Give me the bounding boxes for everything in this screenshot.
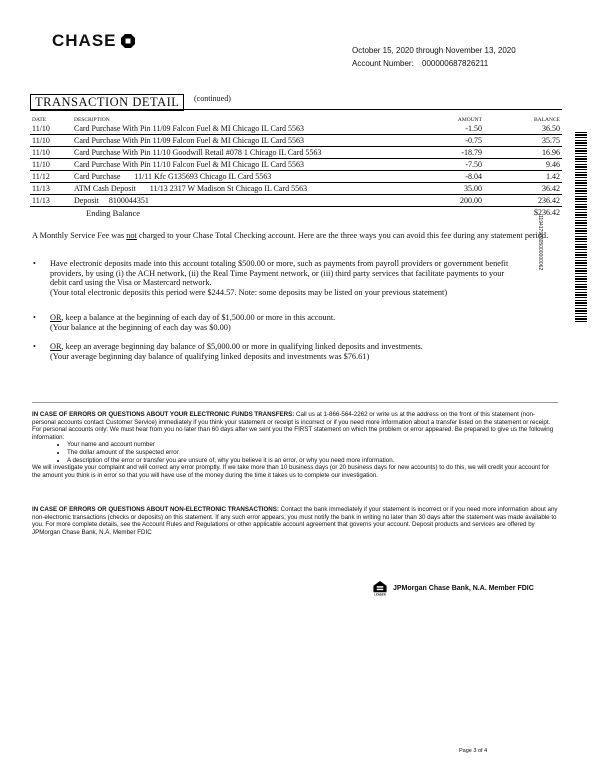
info-list bbox=[32, 441, 558, 464]
ending-balance-label: Ending Balance bbox=[72, 207, 410, 219]
row-amount: -8.04 bbox=[410, 171, 484, 183]
list-item: • A description of the error or transfer you are unsure of, why you believe it is an error, or why you need more information. bbox=[67, 457, 558, 465]
ending-balance-row bbox=[30, 207, 562, 219]
col-amount: AMOUNT bbox=[457, 116, 482, 123]
row-amount: -18.79 bbox=[410, 147, 484, 159]
row-amount: -0.75 bbox=[410, 135, 484, 147]
list-item: • The dollar amount of the suspected error bbox=[67, 449, 558, 457]
bullet-icon: • bbox=[33, 259, 36, 268]
fee-option-2 bbox=[50, 313, 520, 332]
non-electronic-errors-section bbox=[32, 506, 558, 536]
row-amount: 200.00 bbox=[410, 195, 484, 207]
chase-logo bbox=[52, 31, 135, 51]
row-balance: 16.96 bbox=[484, 147, 562, 159]
row-description: Deposit 8100044351 bbox=[72, 195, 410, 207]
row-balance: 36.50 bbox=[542, 124, 560, 133]
page-number: Page 3 of 4 bbox=[459, 748, 488, 754]
account-number-label: Account Number: bbox=[352, 59, 414, 68]
or-label: OR bbox=[50, 313, 62, 322]
brand-name: CHASE bbox=[52, 31, 117, 50]
section-divider bbox=[32, 402, 558, 403]
transaction-detail-title: TRANSACTION DETAIL bbox=[30, 94, 184, 111]
fee-option-2-text: , keep a balance at the beginning of each day of $1,500.00 or more in this account. bbox=[61, 313, 336, 322]
row-balance: 236.42 bbox=[484, 195, 562, 207]
row-balance: 36.42 bbox=[484, 183, 562, 195]
table-row bbox=[30, 135, 562, 147]
row-balance: 9.46 bbox=[484, 159, 562, 171]
bullet-icon: • bbox=[33, 342, 36, 351]
col-date: DATE bbox=[32, 116, 47, 123]
account-number: 000000687826211 bbox=[422, 59, 489, 68]
row-amount: -7.50 bbox=[410, 159, 484, 171]
row-description: Card Purchase With Pin 11/09 Falcon Fuel & MI Chicago IL Card 5563 bbox=[74, 124, 305, 133]
fee-intro bbox=[32, 231, 552, 241]
statement-period: October 15, 2020 through November 13, 2020 bbox=[352, 46, 516, 55]
row-amount: -1.50 bbox=[465, 124, 482, 133]
fee-option-3-note: (Your average beginning day balance of qualifying linked deposits and investments was $76.61) bbox=[50, 351, 370, 361]
fee-intro-text-2: charged to your Chase Total Checking account. Here are the three ways you can avoid this fee during any statement period. bbox=[136, 231, 549, 240]
row-description: Card Purchase With Pin 11/10 Falcon Fuel & MI Chicago IL Card 5563 bbox=[72, 159, 410, 171]
electronic-errors-p1: Call us at 1-866-564-2262 or write us at the address on the front of this statement (non-personal accounts contact Customer Service) immediately if you think your statement or receipt is incorrect or if you need more information about a transfer listed on the statement or receipt. bbox=[32, 411, 551, 426]
barcode bbox=[575, 132, 587, 322]
fee-option-1-text: Have electronic deposits made into this account totaling $500.00 or more, such as payments from payroll providers or government benefit providers, by using (i) the ACH network, (ii) the Real Time Payment network, or (iii) third party services that facilitate payments to your debit card using the Visa or Mastercard network. bbox=[50, 259, 509, 287]
electronic-errors-p3: We will investigate your complaint and will correct any error promptly. If we take more than 10 business days (or 20 business days for new accounts) to do this, we will credit your account for the amount you think is in error so that you will have use of the money during the time it takes us to complete our investigation. bbox=[32, 464, 549, 479]
table-row bbox=[30, 123, 562, 135]
electronic-errors-p2: For personal accounts only: We must hear from you no later than 60 days after we sent you the FIRST statement on which the problem or error appeared. Be prepared to give us the following information: bbox=[32, 426, 554, 441]
row-description: Card Purchase With Pin 11/09 Falcon Fuel & MI Chicago IL Card 5563 bbox=[72, 135, 410, 147]
col-balance: BALANCE bbox=[534, 116, 560, 123]
table-row bbox=[30, 195, 562, 207]
fdic-footer bbox=[373, 581, 534, 596]
table-row bbox=[30, 183, 562, 195]
chase-octagon-icon bbox=[121, 34, 135, 48]
table-header-row bbox=[30, 116, 562, 123]
continued-label: (continued) bbox=[194, 94, 231, 103]
or-label: OR bbox=[50, 342, 62, 351]
list-item: • Your name and account number bbox=[67, 441, 558, 449]
table-row bbox=[30, 147, 562, 159]
fdic-text: JPMorgan Chase Bank, N.A. Member FDIC bbox=[393, 585, 534, 592]
row-amount: 35.00 bbox=[410, 183, 484, 195]
fee-option-1 bbox=[50, 259, 520, 297]
row-description: Card Purchase 11/11 Kfc G135693 Chicago IL Card 5563 bbox=[72, 171, 410, 183]
row-date: 11/12 bbox=[30, 171, 72, 183]
row-date: 11/13 bbox=[30, 183, 72, 195]
row-description: ATM Cash Deposit 11/13 2317 W Madison St Chicago IL Card 5563 bbox=[72, 183, 410, 195]
eho-label: LENDER bbox=[374, 592, 386, 596]
row-balance: 1.42 bbox=[484, 171, 562, 183]
row-balance: 35.75 bbox=[484, 135, 562, 147]
row-date: 11/10 bbox=[30, 159, 72, 171]
row-date: 11/10 bbox=[30, 135, 72, 147]
table-row bbox=[30, 159, 562, 171]
col-description: DESCRIPTION bbox=[74, 116, 110, 123]
row-date: 11/10 bbox=[30, 147, 72, 159]
ending-balance-value: $236.42 bbox=[484, 207, 562, 219]
row-description: Card Purchase With Pin 11/10 Goodwill Retail #078 1 Chicago IL Card 5563 bbox=[72, 147, 410, 159]
fee-option-2-note: (Your balance at the beginning of each day was $0.00) bbox=[50, 322, 231, 332]
non-electronic-errors-text: Contact the bank immediately if your statement is incorrect or if you need more information about any non-electronic transactions (checks or deposits) on this statement. If any such error appears, you must notify the bank in writing no later than 30 days after the statement was made available to you. For more complete details, see the Account Rules and Regulations or other applicable account agreement that governs your account. Deposit products and services are offered by JPMorgan Chase Bank, N.A. Member FDIC bbox=[32, 506, 558, 536]
fee-intro-text: A Monthly Service Fee was bbox=[32, 231, 127, 240]
fee-option-3-text: , keep an average beginning day balance of $5,000.00 or more in qualifying linked deposits and investments. bbox=[61, 342, 423, 351]
bullet-icon: • bbox=[33, 313, 36, 322]
row-date: 11/13 bbox=[30, 195, 72, 207]
fee-intro-not: not bbox=[126, 231, 137, 240]
barcode-number: 11941790305000000062 bbox=[537, 215, 543, 271]
table-row bbox=[30, 171, 562, 183]
transaction-table bbox=[30, 116, 562, 218]
fee-option-3 bbox=[50, 342, 490, 361]
electronic-errors-heading: IN CASE OF ERRORS OR QUESTIONS ABOUT YOUR ELECTRONIC FUNDS TRANSFERS: bbox=[32, 411, 295, 418]
title-rule bbox=[30, 109, 562, 110]
non-electronic-errors-heading: IN CASE OF ERRORS OR QUESTIONS ABOUT NON-ELECTRONIC TRANSACTIONS: bbox=[32, 506, 279, 513]
equal-housing-lender-icon bbox=[373, 581, 387, 596]
statement-header bbox=[352, 44, 516, 70]
row-date: 11/10 bbox=[32, 124, 50, 133]
fee-option-1-note: (Your total electronic deposits this period were $244.57. Note: some deposits may be listed on your previous statement) bbox=[50, 287, 448, 297]
electronic-errors-section bbox=[32, 411, 558, 479]
